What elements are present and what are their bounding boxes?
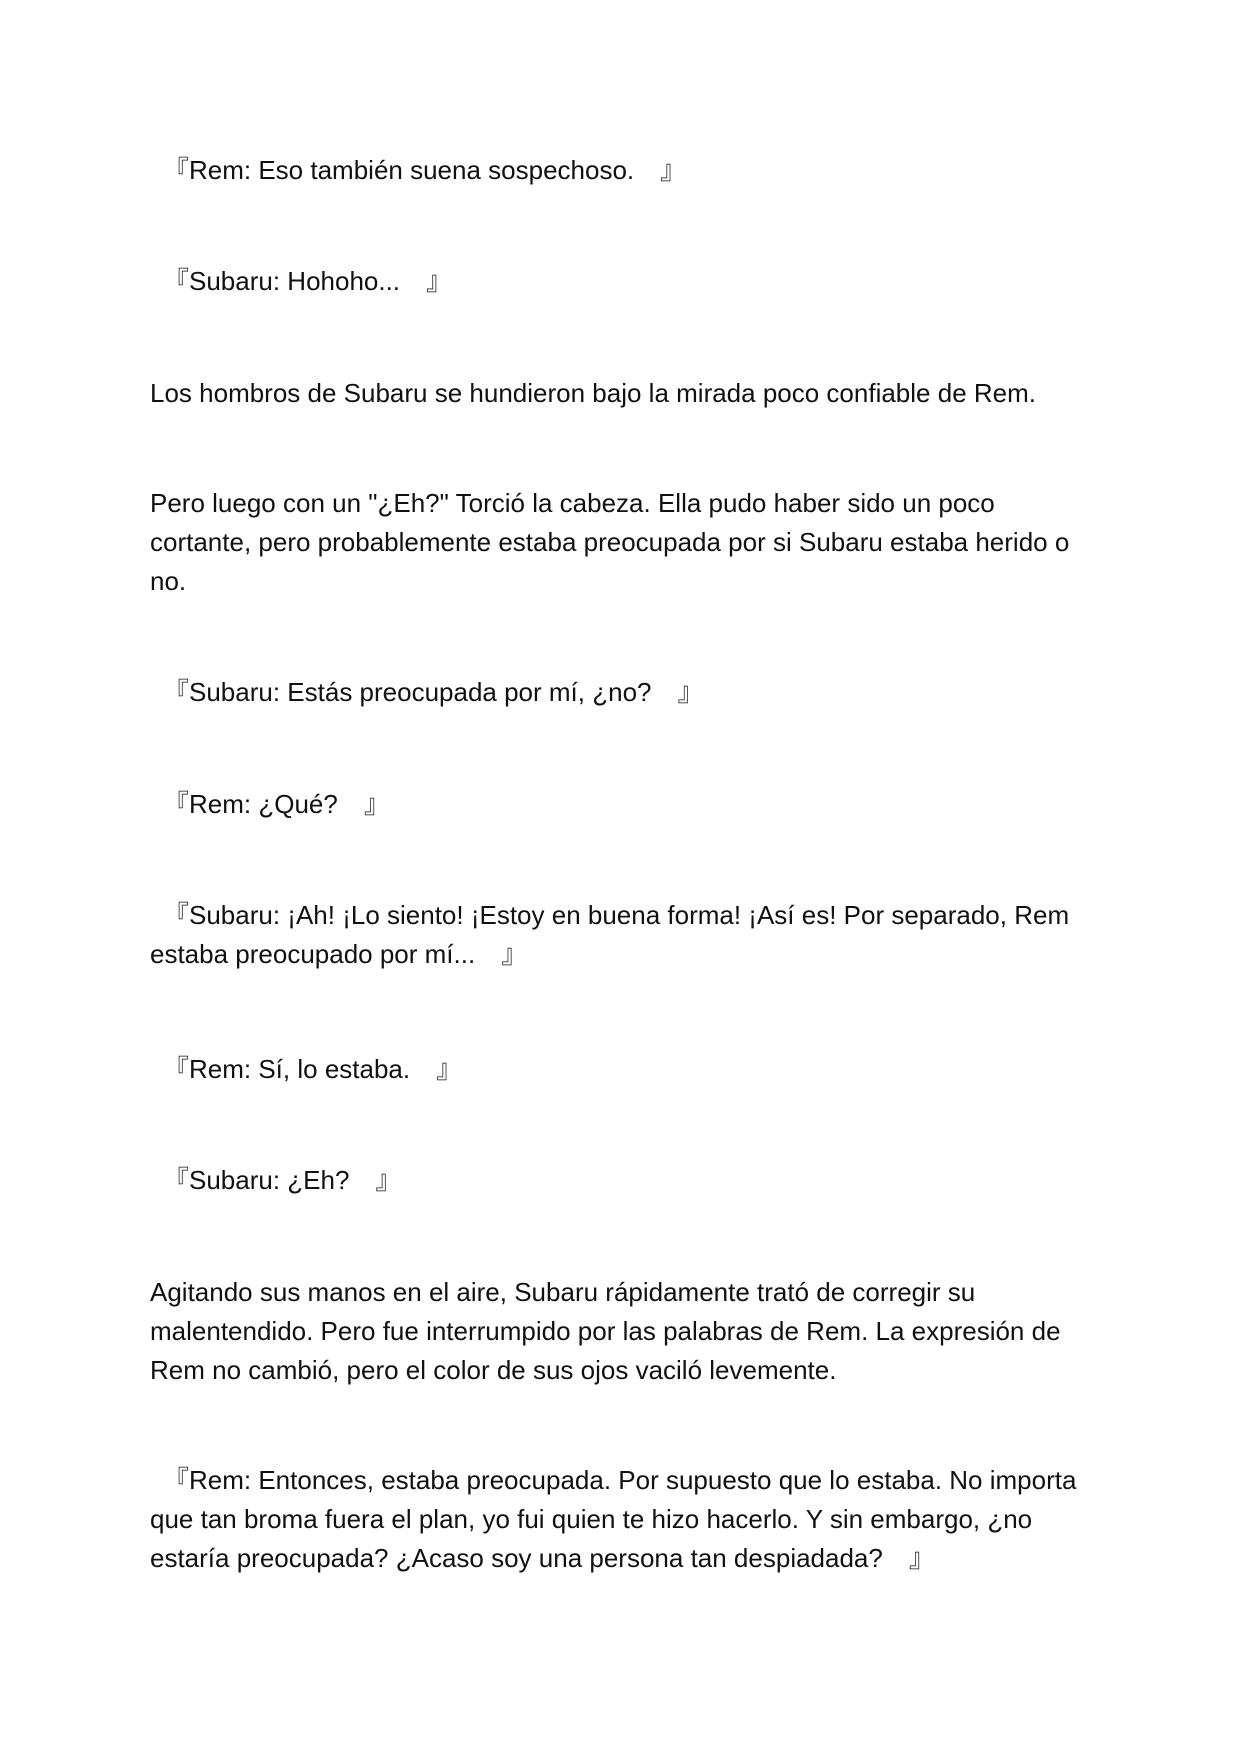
dialogue-line-subaru: 『Subaru: ¿Eh? 』 <box>150 1165 402 1195</box>
dialogue-line-rem: 『Rem: Entonces, estaba preocupada. Por supuesto que lo estaba. No importa que tan broma fuera el plan, yo fui quien te hizo hacerlo. Y sin embargo, ¿no estaría preocupada? ¿Acaso soy una persona tan despiadada? 』 <box>150 1465 1077 1573</box>
dialogue-line-rem: 『Rem: ¿Qué? 』 <box>150 789 390 819</box>
dialogue-line-rem: 『Rem: Eso también suena sospechoso. 』 <box>150 155 687 185</box>
narration-paragraph: Pero luego con un "¿Eh?" Torció la cabeza. Ella pudo haber sido un poco cortante, pero probablemente estaba preocupada por si Subaru estaba herido o no. <box>150 488 1070 596</box>
dialogue-line-subaru: 『Subaru: Estás preocupada por mí, ¿no? 』 <box>150 677 704 707</box>
narration-paragraph: Los hombros de Subaru se hundieron bajo la mirada poco confiable de Rem. <box>150 378 1036 408</box>
dialogue-line-subaru: 『Subaru: Hohoho... 』 <box>150 266 453 296</box>
dialogue-line-subaru: 『Subaru: ¡Ah! ¡Lo siento! ¡Estoy en buena forma! ¡Así es! Por separado, Rem estaba preocupado por mí... 』 <box>150 900 1070 969</box>
dialogue-line-rem: 『Rem: Sí, lo estaba. 』 <box>150 1054 463 1084</box>
narration-paragraph: Agitando sus manos en el aire, Subaru rápidamente trató de corregir su malentendido. Pero fue interrumpido por las palabras de Rem. La expresión de Rem no cambió, pero el color de sus ojos vaciló levemente. <box>150 1277 1061 1385</box>
